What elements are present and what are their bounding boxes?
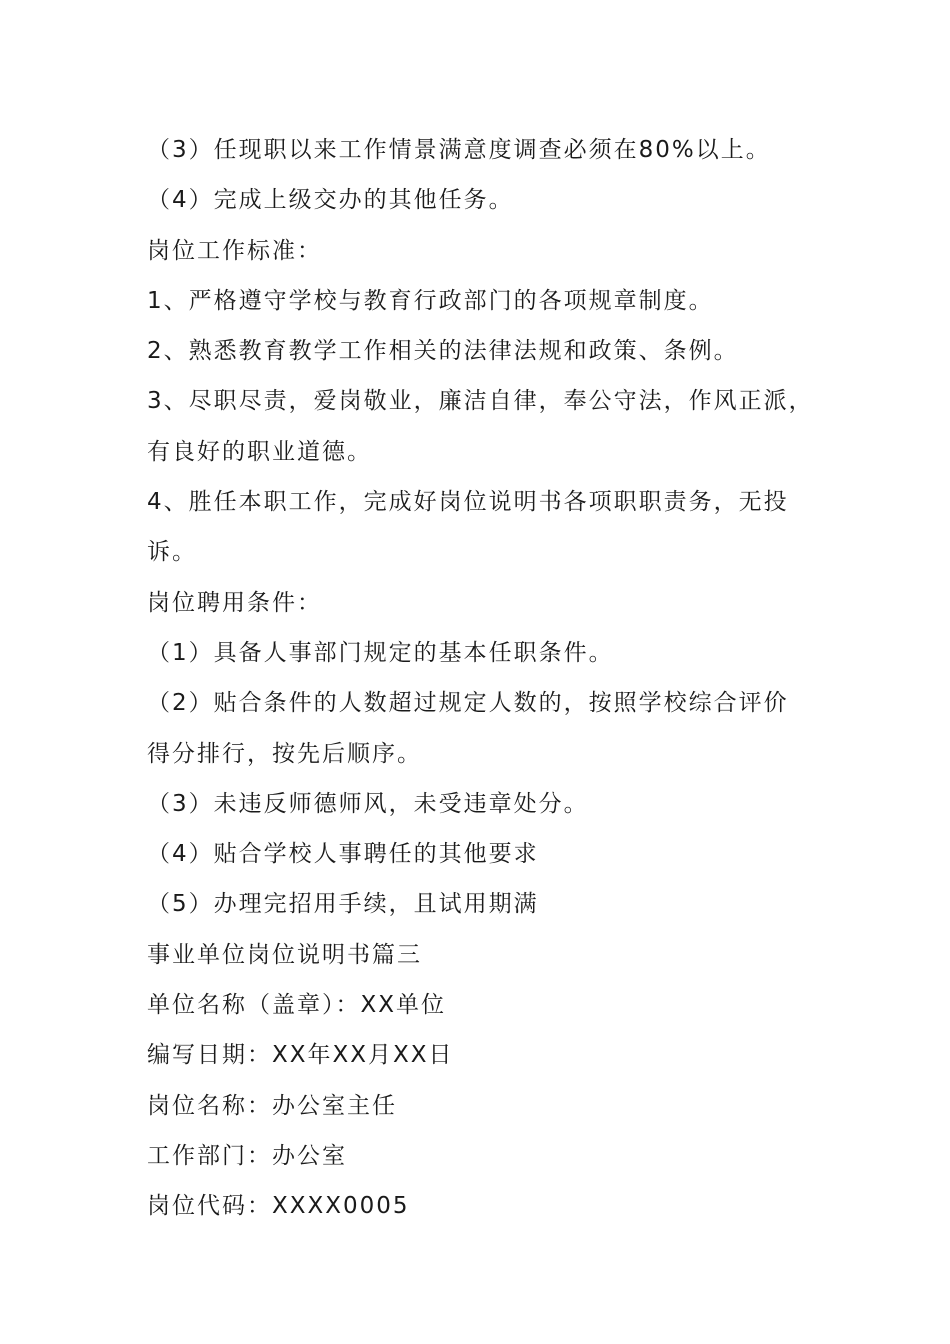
field-position-name: 岗位名称：办公室主任	[147, 1092, 397, 1119]
text-line: 有良好的职业道德。	[147, 438, 372, 465]
section-heading: 岗位工作标准：	[147, 237, 322, 264]
field-date: 编写日期：XX年XX月XX日	[147, 1042, 454, 1069]
text-line: （1）具备人事部门规定的基本任职条件。	[147, 639, 614, 666]
text-line: （3）未违反师德师风，未受违章处分。	[147, 790, 589, 817]
text-line: 得分排行，按先后顺序。	[147, 740, 422, 767]
text-line: 3、尽职尽责，爱岗敬业，廉洁自律，奉公守法，作风正派，	[147, 388, 814, 415]
text-line: （2）贴合条件的人数超过规定人数的，按照学校综合评价	[147, 690, 789, 717]
field-position-code: 岗位代码：XXXX0005	[147, 1193, 410, 1220]
field-unit-name: 单位名称（盖章）：XX单位	[147, 992, 447, 1019]
section-heading: 岗位聘用条件：	[147, 589, 322, 616]
field-department: 工作部门：办公室	[147, 1142, 347, 1169]
text-line: （3）任现职以来工作情景满意度调查必须在80%以上。	[147, 137, 771, 163]
text-line: （4）贴合学校人事聘任的其他要求	[147, 841, 539, 868]
document-title: 事业单位岗位说明书篇三	[147, 941, 422, 968]
text-line: 2、熟悉教育教学工作相关的法律法规和政策、条例。	[147, 338, 739, 365]
document-body	[147, 130, 827, 1237]
text-line: 1、严格遵守学校与教育行政部门的各项规章制度。	[147, 287, 714, 314]
text-line: 4、胜任本职工作，完成好岗位说明书各项职职责务，无投	[147, 489, 789, 516]
text-line: （4）完成上级交办的其他任务。	[147, 187, 514, 214]
text-line: （5）办理完招用手续，且试用期满	[147, 891, 539, 918]
text-line: 诉。	[147, 539, 197, 566]
